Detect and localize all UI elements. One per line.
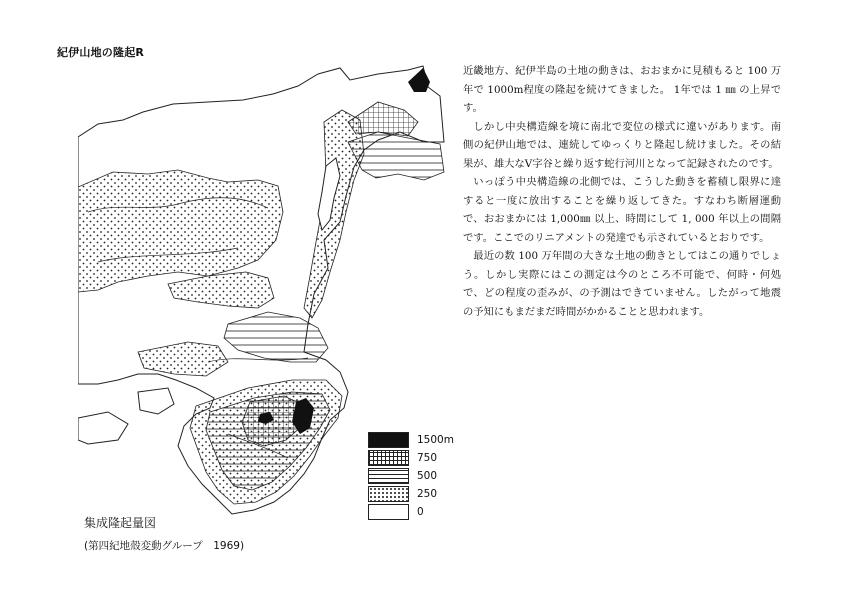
legend-label: 1500m <box>417 434 454 446</box>
body-text <box>463 62 781 321</box>
legend-swatch-500 <box>368 468 409 484</box>
legend-swatch-1500 <box>368 432 409 448</box>
legend-label: 500 <box>417 470 438 482</box>
legend-item <box>368 431 454 449</box>
legend-swatch-750 <box>368 450 409 466</box>
paragraph: いっぽう中央構造線の北側では、こうした動きを蓄積し限界に達すると一度に放出することを繰り返してきた。すなわち断層運動で、おおまかには 1,000㎜ 以上、時間にして 1, 000 年以上の間隔です。ここでのリニアメントの発達でも示されているとおりです。 <box>463 176 781 244</box>
legend-label: 0 <box>417 506 424 518</box>
map-legend <box>368 431 454 521</box>
legend-item <box>368 503 454 521</box>
map-source: (第四紀地殻変動グループ 1969) <box>84 540 245 552</box>
legend-label: 250 <box>417 488 438 500</box>
legend-swatch-250 <box>368 486 409 502</box>
page-title: 紀伊山地の隆起R <box>57 46 145 59</box>
map-caption: 集成隆起量図 <box>84 516 157 530</box>
paragraph: 最近の数 100 万年間の大きな土地の動きとしてはこの通りでしょう。しかし実際にはこの測定は今のところ不可能で、何時・何処で、どの程度の歪みが、の予測はできていません。したがって地震の予知にもまだまだ時間がかかることと思われます。 <box>463 250 781 318</box>
uplift-map <box>78 62 452 552</box>
paragraph: しかし中央構造線を境に南北で変位の様式に違いがあります。南側の紀伊山地では、連続してゆっくりと隆起し続けました。その結果が、雄大なV字谷と繰り返す蛇行河川となって記録されたのです。 <box>463 120 781 170</box>
legend-swatch-0 <box>368 504 409 520</box>
paragraph: 近畿地方、紀伊半島の土地の動きは、おおまかに見積もると 100 万年で 1000m程度の隆起を続けてきました。 1年では 1 ㎜ の上昇です。 <box>463 65 781 114</box>
legend-label: 750 <box>417 452 438 464</box>
legend-item <box>368 485 454 503</box>
legend-item <box>368 467 454 485</box>
legend-item <box>368 449 454 467</box>
